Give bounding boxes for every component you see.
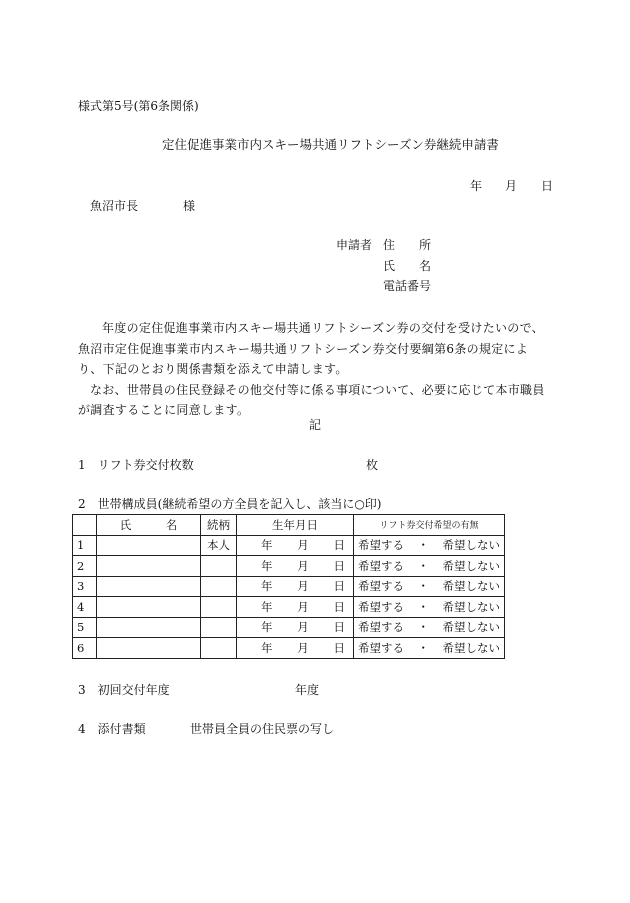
- ki-heading: 記: [309, 418, 322, 432]
- row-name-cell[interactable]: [97, 576, 201, 597]
- birth-year: 年: [261, 620, 273, 635]
- row-relation[interactable]: [201, 576, 237, 597]
- row-hope[interactable]: [354, 638, 505, 659]
- birth-year: 年: [261, 579, 273, 594]
- item4-value: 世帯員全員の住民票の写し: [190, 722, 335, 736]
- row-hope[interactable]: [354, 556, 505, 577]
- row-birthdate[interactable]: [237, 556, 354, 577]
- row-name-cell[interactable]: [97, 597, 201, 618]
- hope-yes[interactable]: 希望する: [358, 620, 404, 635]
- household-members-table: [72, 514, 505, 659]
- item4-label: 4 添付書類: [78, 722, 146, 736]
- table-row: [73, 617, 505, 638]
- row-birthdate[interactable]: [237, 535, 354, 556]
- hope-separator: ・: [417, 599, 429, 614]
- hope-no[interactable]: 希望しない: [442, 538, 500, 553]
- birth-day: 日: [333, 538, 345, 553]
- item3-unit: 年度: [295, 683, 320, 697]
- row-name-cell[interactable]: [97, 535, 201, 556]
- row-birthdate[interactable]: [237, 576, 354, 597]
- hope-separator: ・: [417, 558, 429, 573]
- hope-yes[interactable]: 希望する: [358, 579, 404, 594]
- row-hope[interactable]: [354, 597, 505, 618]
- row-name-cell[interactable]: [97, 556, 201, 577]
- row-relation[interactable]: 本人: [201, 535, 237, 556]
- document-title: 定住促進事業市内スキー場共通リフトシーズン券継続申請書: [162, 137, 499, 152]
- hope-yes[interactable]: 希望する: [358, 538, 404, 553]
- applicant-label: 申請者: [336, 238, 373, 252]
- row-number: 5: [73, 617, 97, 638]
- row-name-cell[interactable]: [97, 638, 201, 659]
- birth-month: 月: [297, 558, 309, 573]
- hope-separator: ・: [417, 620, 429, 635]
- hope-no[interactable]: 希望しない: [442, 620, 500, 635]
- birth-month: 月: [297, 599, 309, 614]
- row-hope[interactable]: [354, 535, 505, 556]
- birth-month: 月: [297, 640, 309, 655]
- item3-label: 3 初回交付年度: [78, 683, 170, 697]
- addressee-honorific: 様: [183, 199, 196, 213]
- body-paragraph-2: なお、世帯員の住民登録その他交付等に係る事項について、必要に応じて本市職員が調査することに同意します。: [78, 382, 545, 417]
- date-year: 年: [470, 179, 483, 193]
- item2-label: 2 世帯構成員(継続希望の方全員を記入し、該当に○印): [78, 497, 382, 511]
- hope-yes[interactable]: 希望する: [358, 558, 404, 573]
- birth-month: 月: [297, 538, 309, 553]
- row-number: 6: [73, 638, 97, 659]
- hope-separator: ・: [417, 538, 429, 553]
- header-name: 氏 名: [97, 515, 201, 536]
- row-relation[interactable]: [201, 638, 237, 659]
- body-paragraph-1: 年度の定住促進事業市内スキー場共通リフトシーズン券の交付を受けたいので、魚沼市定住促進事業市内スキー場共通リフトシーズン券交付要綱第6条の規定により、下記のとおり関係書類を添えて申請します。: [78, 321, 544, 376]
- row-birthdate[interactable]: [237, 597, 354, 618]
- header-number: [73, 515, 97, 536]
- body-text: [78, 318, 550, 421]
- birth-year: 年: [261, 538, 273, 553]
- row-birthdate[interactable]: [237, 617, 354, 638]
- row-relation[interactable]: [201, 617, 237, 638]
- header-birthdate: 生年月日: [237, 515, 354, 536]
- row-relation[interactable]: [201, 597, 237, 618]
- hope-separator: ・: [417, 640, 429, 655]
- birth-year: 年: [261, 558, 273, 573]
- table-header-row: [73, 515, 505, 536]
- birth-day: 日: [333, 579, 345, 594]
- table-row: [73, 576, 505, 597]
- header-relation: 続柄: [201, 515, 237, 536]
- birth-month: 月: [297, 620, 309, 635]
- table-row: [73, 535, 505, 556]
- hope-no[interactable]: 希望しない: [442, 558, 500, 573]
- hope-yes[interactable]: 希望する: [358, 640, 404, 655]
- row-number: 1: [73, 535, 97, 556]
- item1-label: 1 リフト券交付枚数: [78, 458, 194, 472]
- birth-day: 日: [333, 599, 345, 614]
- row-number: 3: [73, 576, 97, 597]
- hope-yes[interactable]: 希望する: [358, 599, 404, 614]
- birth-year: 年: [261, 599, 273, 614]
- row-name-cell[interactable]: [97, 617, 201, 638]
- date-day: 日: [541, 179, 554, 193]
- hope-no[interactable]: 希望しない: [442, 579, 500, 594]
- hope-no[interactable]: 希望しない: [442, 640, 500, 655]
- row-birthdate[interactable]: [237, 638, 354, 659]
- applicant-phone-label: 電話番号: [383, 279, 432, 293]
- row-relation[interactable]: [201, 556, 237, 577]
- item1-unit: 枚: [366, 458, 379, 472]
- birth-day: 日: [333, 640, 345, 655]
- row-number: 4: [73, 597, 97, 618]
- applicant-address-label: 住 所: [383, 238, 432, 252]
- form-number: 様式第5号(第6条関係): [78, 99, 199, 113]
- row-hope[interactable]: [354, 617, 505, 638]
- birth-day: 日: [333, 620, 345, 635]
- applicant-name-label: 氏 名: [383, 259, 432, 273]
- row-number: 2: [73, 556, 97, 577]
- table-row: [73, 638, 505, 659]
- table-row: [73, 597, 505, 618]
- hope-separator: ・: [417, 579, 429, 594]
- row-hope[interactable]: [354, 576, 505, 597]
- table-row: [73, 556, 505, 577]
- date-month: 月: [505, 179, 518, 193]
- addressee-name: 魚沼市長: [90, 199, 139, 213]
- hope-no[interactable]: 希望しない: [442, 599, 500, 614]
- birth-month: 月: [297, 579, 309, 594]
- birth-day: 日: [333, 558, 345, 573]
- birth-year: 年: [261, 640, 273, 655]
- header-lift-ticket-hope: リフト券交付希望の有無: [354, 515, 505, 536]
